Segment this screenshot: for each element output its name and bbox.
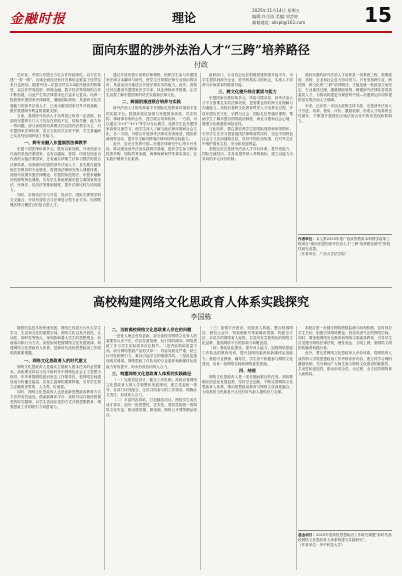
- article2-column-1: [10, 326, 101, 570]
- column-divider: [200, 73, 201, 282]
- body-paragraph: （二）丰富内容供给，打造精品项目。围绕学生成长成才需求，创作一批思想性、艺术性、观赏性相统一的网络文化作品，推出微党课、微视频、网络公开课等精品项目。: [106, 398, 197, 418]
- body-paragraph: 同时，网络文化思政育人也是创新思想政治教育方式方法的有效途径。借助新媒体平台，高校可以打破传统课堂的时空限制，以学生喜闻乐见的方式开展思想教育，增强思政工作的吸引力和感染力。: [10, 390, 101, 410]
- section-heading: 二、跨国别推进联合培养与实践: [122, 99, 181, 105]
- column-divider: [104, 326, 105, 570]
- column-divider: [200, 326, 201, 570]
- column-divider: [296, 326, 297, 570]
- paper-name: 金融时报: [10, 12, 67, 27]
- section-heading: 三、构建网络文化思政育人体系的实践路径: [111, 370, 192, 376]
- article2-column-3: [202, 326, 293, 570]
- column-divider: [296, 73, 297, 282]
- body-paragraph: 与此同时，要注重培养学生的国际视野和家国情怀。引导学生在学习借鉴他国法律制度的同时，坚定中国特色社会主义法治道路自信，讲好中国法治故事，在对外交往中维护国家主权、安全和发展利益。: [202, 126, 293, 147]
- masthead-meta: [252, 8, 360, 26]
- author-affiliation: （作者单位：广西大学法学院）: [298, 252, 349, 257]
- body-paragraph: 一是育人理念有待更新。部分高校对网络文化育人的重要性认识不足，仍存在重管理、轻引导的倾向，网络思政工作与学生实际需求存在脱节。二是内容供给质量不高。部分网络思政产品形式单一、内容同质化严重，缺乏针对性和吸引力，难以引起学生的情感共鸣。三是队伍建设相对薄弱。网络思政工作队伍的专业素养和新媒体运营能力有待提升，尚未形成协同育人合力。: [106, 334, 197, 369]
- article1-column-3: [202, 73, 293, 282]
- section-heading: 一、网络文化思政育人的时代意义: [24, 357, 87, 363]
- body-paragraph: 面向东盟的涉外法治人才培养是一项系统工程，需要政府、高校、企业和社会各方协同发力。只有坚持跨专业、跨国别、跨文化的“三跨”培养路径，才能造就一批政治立场坚定、专业素质过硬、通晓国际规则、精通涉外法律实务的高素质人才，为推动构建更为紧密的中国—东盟命运共同体提供坚实的法治人才保障。: [298, 73, 392, 103]
- body-paragraph: 此外，应充分发挥中国—东盟法律研究中心等平台作用，推动建设涉外法治实践教学基地，组织学生参与跨境投资并购、国际贸易争端、海事海商案件等真实项目，在实践中锤炼专业素养。: [106, 142, 197, 162]
- author-note-label: 作者单位：: [298, 237, 316, 241]
- article2-headline: 高校构建网络文化思政育人体系实践探究: [92, 295, 309, 309]
- article2-column-4: [298, 326, 392, 526]
- author-affiliation: （作者单位：华中科技大学）: [298, 543, 345, 548]
- section-title: 理论: [172, 11, 197, 25]
- section-heading: 三、跨文化提升综合素质与能力: [218, 89, 277, 95]
- author-note-text: 2025年度高校思想政治工作研究课题“新时代高校网络文化思政育人体系构建与实践研究”。: [298, 533, 392, 543]
- page-number: 15: [364, 3, 392, 27]
- section-heading: 四、结语: [239, 367, 256, 373]
- body-paragraph: 涉外法治人才的培养离不开国际化的教育环境和丰富的实践平台。我国高校应加强与东盟国家高校、司法机构、律师事务所的合作，建立联合培养机制。一方面，可以通过“2+2”“3+1”等学分互认模式，选派学生赴东盟国家高校交流学习，使学生深入了解当地法律环境和社会文化；另一方面，可联合开展涉外法律实务训练营、模拟仲裁庭等活动，提升学生解决跨境法律纠纷的实际能力。: [106, 106, 197, 142]
- body-paragraph: 政府部门、行业协会也应积极搭建供需对接平台，为学生提供到涉外企业、驻外机构实习的机会，实现人才培养与市场需求的精准对接。: [202, 73, 293, 88]
- article-separator: [10, 287, 392, 288]
- body-paragraph: 同时，应推动法学与外语、经济学、国际关系等学科交叉融合，开设东盟语言与法律复合型专业方向，培养既懂法律又懂语言的复合型人才。: [10, 193, 101, 208]
- body-paragraph: 东盟国家宗教信仰多元、风俗习惯各异，涉外法治人才不仅需要扎实的法律功底，更需要良好的跨文化理解与沟通能力。高校应将跨文化教育贯穿人才培养全过程，开设东盟历史文化、宗教与社会、国际礼仪等通识课程，帮助学生了解东盟各国的政治制度、商业习惯和社会心理，增强文化敏感性和包容性。: [202, 96, 293, 126]
- date-line: 2025年11月14日 星期五: [252, 8, 300, 13]
- body-paragraph: （四）强化队伍建设，提升育人能力。加强网络思政工作队伍的教育培训，提升其网络素养和新媒体运用能力；鼓励专业教师、辅导员、学生骨干积极参与网络文化建设，培育一批网络名师和网络意见领袖。: [202, 346, 293, 366]
- body-paragraph: 高校还应完善涉外法治人才评价体系，将外语能力、国际交流经历、实务成果等纳入考核指标，建立以能力为导向的多元评价机制。: [202, 147, 293, 162]
- author-note-text: 本文系2025年度广西高等教育本科教学改革工程项目“面向东盟的涉外法治人才‘三跨’培养路径研究”阶段性研究成果。: [298, 237, 391, 252]
- body-paragraph: 高校应进一步健全网络舆情监测与研判机制，及时回应学生关切，积极引导网络舆论，营造风清气正的网络空间。同时，要加强网络安全教育和网络文明素养教育，引导学生自觉遵守网络法律法规，理性表达、文明上网，做网络文明的传播者和践行者。: [298, 326, 392, 351]
- body-paragraph: 通过开设东盟小语种法律课程、组织学生参与东盟国家法律文本翻译与研究，使学生在掌握法律专业知识的同时，具备运用当地语言开展法律实务的能力。此外，高校还可以邀请东盟国家法学专家、执业律师来华授课，让学生直观了解东盟国家的司法实践和法律文化。: [106, 73, 197, 98]
- body-paragraph: 近年来，中国与东盟全方位合作持续深化，双方在共建“一带一路”、区域全面经济伙伴关系协定框架下经贸往来日益密切。随着中国—东盟自贸区3.0版升级谈判的推进，双边在贸易投资、跨境金融、数字经济等领域的合作不断拓展，由此产生的法律需求也日益多元复杂。培养一批熟悉东盟国家法律制度、通晓国际规则、具备跨文化沟通能力的涉外法治人才，已成为服务国家对外开放战略、维护我国海外利益的重要支撑。: [10, 73, 101, 113]
- author-note-label: 基金项目：: [298, 533, 316, 537]
- body-paragraph: 网络文化思政育人是落实立德树人根本任务的必然要求。高校要坚持以习近平新时代中国特色社会主义思想为指导，牢牢掌握网络意识形态工作领导权，把网络空间建设成为传播正能量、弘扬主旋律的重要阵地，引导学生树立正确的世界观、人生观、价值观。: [10, 364, 101, 389]
- email-line: 邮箱地址: allspt@163.com: [252, 20, 306, 25]
- article1-column-2: [106, 73, 197, 282]
- body-paragraph: 网络文化思政育人是一项长期而艰巨的任务。高校要顺应信息化发展趋势，坚持守正创新，不断完善网络文化思政育人体系，推动思想政治教育与网络文化深度融合，为培养担当民族复兴大任的时代新人提供有力支撑。: [202, 374, 293, 395]
- body-paragraph: 未来，还应进一步加大政策支持力度，完善涉外法治人才引进、培养、使用、评价、激励机制，形成人才培养的良性循环，不断提升我国在区域法治合作中的话语权和影响力。: [298, 103, 392, 123]
- article1-column-1: [10, 73, 101, 282]
- masthead-rule: [10, 31, 392, 33]
- editor-line: 编辑:许岳添 美编:刘芸婷: [252, 14, 299, 19]
- article1-headline: 面向东盟的涉外法治人才“三跨”培养路径: [92, 43, 310, 57]
- section-heading: 二、当前高校网络文化思政育人存在的问题: [111, 327, 192, 332]
- section-heading: 一、跨专业融入东盟国别法律教学: [24, 140, 87, 146]
- masthead: [0, 0, 402, 34]
- body-paragraph: 此外，要完善网络文化思政育人评价体系，将网络育人成效纳入学校思想政治工作考核评价内容，建立科学合理的激励机制，充分调动广大师生参与网络文化建设的积极性、主动性和创造性，推动形成全员、全过程、全方位的网络育人新格局。: [298, 351, 392, 376]
- article2-column-2: [106, 326, 197, 570]
- column-divider: [104, 73, 105, 282]
- article1-column-4: [298, 73, 392, 231]
- article1-author-note: [298, 234, 392, 285]
- article2-author-note: [298, 530, 392, 573]
- body-paragraph: 随着信息技术的快速发展，网络已经成为当代大学生学习、生活和交往的重要空间。网络文化以其开放性、互动性、即时性等特点，深刻影响着大学生的思想观念、价值取向和行为方式。高校如何把握网络文化发展规律，构建网络文化思政育人体系，是新时代高校思想政治工作面临的重要课题。: [10, 326, 101, 356]
- body-paragraph: （一）完善顶层设计，健全工作机制。高校应将网络文化思政育人纳入学校整体发展规划，建立党委统一领导、各部门协同配合、全员共同参与的工作格局，明确各方责任，形成育人合力。: [106, 377, 197, 397]
- body-paragraph: （三）加强平台建设，拓展育人阵地。整合校园网站、微信公众号、短视频账号等新媒体资源，构建全方位、多层次的网络育人矩阵，打造具有学校特色的网络文化品牌，提高网络平台的影响力和覆盖面。: [202, 326, 293, 346]
- body-paragraph: 东盟十国法律体系多元，既有以新加坡、马来西亚为代表的英美法系国家，也有以越南、泰国、印度尼西亚为代表的大陆法系国家，还有融合伊斯兰法和习惯法的混合法律体系。培养面向东盟的涉外法治人才，首先要打破传统法学教育的专业壁垒，将国别法律研究纳入课程体系。高校可设置东盟法律概论、东盟国家投资法、东盟争端解决机制等特色课程，引导学生系统掌握东盟主要国家的宪法、民商法、经济法等基础制度，提升法律比较与适用能力。: [10, 147, 101, 192]
- article2-byline: 李国栋: [190, 313, 212, 321]
- article1-byline: 付政: [194, 61, 208, 69]
- body-paragraph: 当前，我国涉外法治人才培养虽已取得一定进展，但面向东盟的专门人才仍存在供给不足、结构失衡、能力单一等问题。部分高校的培养模式仍以国内法教学为主，对东盟国家法律体系、语言文化的关注度不够，学生普遍缺乏实务经验和跨境工作能力。: [10, 113, 101, 139]
